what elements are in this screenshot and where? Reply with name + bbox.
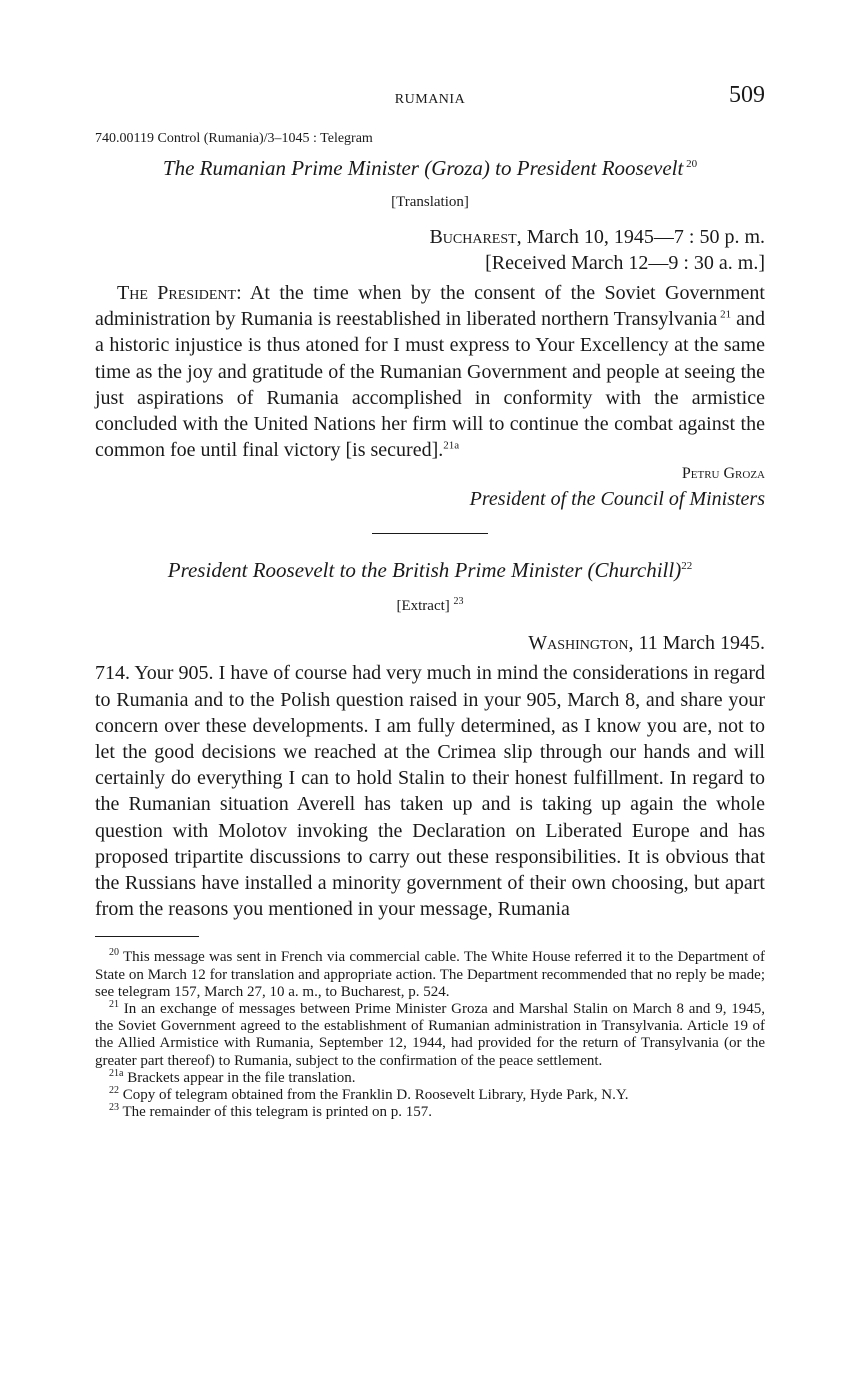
- section-divider: [372, 533, 488, 534]
- body-text-part: and a historic injustice is thus atoned for I must express to Your Excellency at the same time as the joy and gratitude of the Rumanian Government and people at seeing the just aspirations of Rumania accomplished in conformity with the armistice concluded with the United Nations her firm will to continue the combat against the common foe until final victory [is secured].: [95, 308, 765, 462]
- body-text-part: : At the time when by the consent of the Soviet Government administration by Rumania is reestablished in liberated northern Transylvania: [95, 282, 765, 331]
- footnote-text: In an exchange of messages between Prime Minister Groza and Marshal Stalin on March 8 and 9, 1945, the Soviet Government agreed to the establishment of Rumanian administration in Transylvania. Article 19 of the Allied Armistice with Rumania, September 12, 1944, had provided for the return of Transylvania (or the greater part thereof) to Rumania, subject to the confirmation of the peace settlement.: [95, 1001, 766, 1069]
- document-page: [95, 82, 765, 1121]
- footnote-ref: 20: [686, 158, 698, 170]
- footnote-mark: 21a: [109, 1067, 124, 1079]
- footnote-text: This message was sent in French via commercial cable. The White House referred it to the Department of State on March 12 for translation and appropriate action. The Department recommended that no reply be made; see telegram 157, March 27, 10 a. m., to Bucharest, p. 524.: [95, 949, 765, 1000]
- dateline-date: March 10, 1945—7 : 50 p. m.: [521, 226, 765, 248]
- footnote-divider: [95, 936, 199, 937]
- footnotes: [95, 949, 765, 1121]
- extract-label: [95, 596, 765, 616]
- signer-name: Petru Groza: [681, 465, 765, 483]
- dateline-groza: [95, 224, 765, 250]
- footnote-ref: 21a: [443, 439, 460, 452]
- translation-label: [Translation]: [391, 194, 469, 210]
- running-head: [95, 82, 765, 116]
- footnote-item: [95, 1067, 765, 1087]
- salutation: The President: [117, 282, 237, 304]
- message-body-groza: [95, 280, 765, 463]
- footnote-mark: 23: [109, 1102, 119, 1114]
- footnote-item: [95, 949, 765, 1001]
- footnote-text: Brackets appear in the file translation.: [127, 1069, 356, 1086]
- extract-label-text: [Extract]: [396, 598, 450, 615]
- footnote-ref: 21: [720, 308, 732, 321]
- document-title-text: President Roosevelt to the British Prime Minister (Churchill): [167, 558, 682, 583]
- footnote-ref: 23: [453, 596, 464, 608]
- dateline-place: Washington,: [528, 632, 634, 655]
- message-body-roosevelt: 714. Your 905. I have of course had very much in mind the considerations in regard to Rumania and to the Polish question raised in your 905, March 8, and share your concern over these developments. I am fully determined, as I know you are, not to let the good decisions we reached at the Crimea slip through our hands and will certainly do everything I can to hold Stalin to their honest fulfillment. In regard to the Rumanian situation Averell has taken up and is taking up again the whole question with Molotov invoking the Declaration on Liberated Europe and has proposed tripartite discussions to carry out these responsibilities. It is obvious that the Russians have installed a minority government of their own choosing, but apart from the reasons you mentioned in your message, Rumania: [95, 662, 765, 921]
- dateline-date: 11 March 1945.: [633, 632, 765, 655]
- footnote-text: The remainder of this telegram is printed on p. 157.: [122, 1104, 432, 1121]
- footnote-item: [95, 1001, 765, 1070]
- dateline-place: Bucharest,: [429, 226, 522, 248]
- document-title-groza: [95, 154, 765, 182]
- footnote-mark: 22: [109, 1085, 119, 1097]
- footnote-text: Copy of telegram obtained from the Franklin D. Roosevelt Library, Hyde Park, N.Y.: [122, 1087, 629, 1104]
- footnote-item: [95, 1104, 765, 1121]
- footnote-ref: 22: [681, 560, 693, 573]
- footnote-item: [95, 1087, 765, 1104]
- footnote-mark: 21: [109, 999, 119, 1011]
- footnote-mark: 20: [109, 947, 119, 959]
- file-reference: 740.00119 Control (Rumania)/3–1045 : Telegram: [95, 131, 373, 146]
- signer-title: President of the Council of Ministers: [469, 488, 765, 511]
- received-line: [Received March 12—9 : 30 a. m.]: [485, 252, 765, 274]
- document-title-roosevelt: [95, 556, 765, 584]
- dateline-roosevelt: [95, 630, 765, 656]
- document-title-text: The Rumanian Prime Minister (Groza) to President Roosevelt: [162, 156, 684, 180]
- page-number: 509: [729, 82, 765, 108]
- running-title: RUMANIA: [394, 92, 466, 107]
